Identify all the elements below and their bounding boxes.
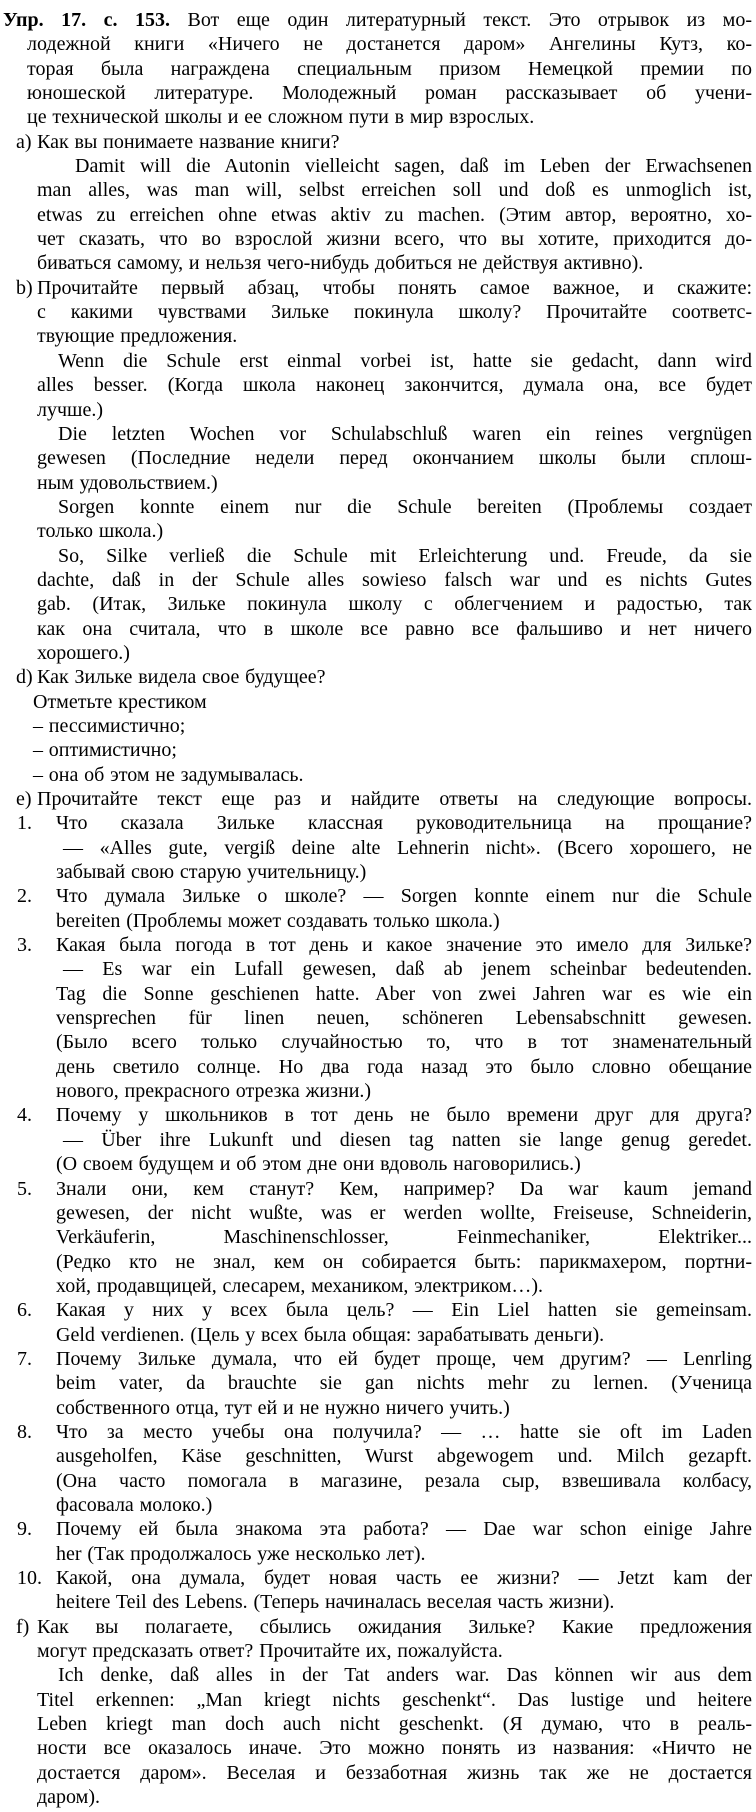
list-item — [3, 1298, 752, 1347]
paragraph — [3, 836, 752, 885]
text-line: gewesen (Последние недели перед окончанием школы были сплош- — [37, 447, 752, 470]
item-label: f) — [16, 1615, 30, 1638]
number-label: 7. — [17, 1347, 32, 1370]
text-line: man alles, was man will, selbst erreichen soll und doß es unmoglich ist, — [37, 179, 752, 202]
number-label: 5. — [17, 1177, 32, 1200]
text-line: e) Прочитайте текст еще раз и найдите ответы на следующие вопросы. — [16, 788, 752, 810]
text-line: Leben kriegt man doch auch nicht geschenkt. (Я думаю, что в реаль- — [37, 1713, 752, 1736]
list-item — [3, 811, 752, 835]
paragraph — [3, 1663, 752, 1809]
text-line: лодежной книги «Ничего не достанется даром» Ангелины Кутз, ко- — [27, 33, 752, 56]
text-line: 2. Что думала Зильке о школе? — Sorgen konnte einem nur die Schule — [17, 885, 752, 908]
list-item — [3, 665, 752, 689]
item-label: e) — [16, 788, 32, 810]
text-line: beim vater, da brauchte sie gan nichts mehr zu lernen. (Ученица — [56, 1372, 752, 1395]
item-label: d) — [16, 666, 33, 689]
number-label: 10. — [17, 1567, 42, 1589]
text-line: 10. Какой, она думала, будет новая часть ее жизни? — Jetzt kam der — [17, 1567, 752, 1589]
paragraph — [3, 1128, 752, 1177]
text-line: Sorgen konnte einem nur die Schule bereiten (Проблемы создает — [58, 495, 752, 518]
text-line: только школа.) — [37, 520, 164, 543]
text-line: heitere Teil des Lebens. (Теперь начиналась веселая часть жизни). — [56, 1591, 615, 1614]
text-line: (Она часто помогала в магазине, резала сыр, взвешивала колбасу, — [56, 1469, 752, 1492]
text-line: хой, продавщицей, слесарем, механиком, электриком…). — [56, 1274, 544, 1297]
text-line: gab. (Итак, Зильке покинула школу с облегчением и радостью, так — [37, 593, 752, 616]
text-line: ности все оказалось иначе. Это можно понять из названия: «Ничто не — [37, 1737, 752, 1760]
paragraph — [3, 8, 752, 130]
exercise-number: Упр. 17. с. 153. — [3, 9, 170, 31]
text-line: 6. Какая у них у всех была цель? — Ein Liel hatten sie gemeinsam. — [17, 1299, 752, 1322]
list-item — [3, 276, 752, 349]
text-line: Damit will die Autonin vielleicht sagen, daß im Leben der Erwachsenen — [75, 155, 752, 178]
text-line: 7. Почему Зильке думала, что ей будет проще, чем другим? — Lenrling — [17, 1347, 752, 1370]
text-line: достается даром». Веселая и беззаботная жизнь так же не достается — [37, 1761, 752, 1784]
text-line: Geld verdienen. (Цель у всех была общая: зарабатывать деньги). — [56, 1323, 605, 1346]
text-line: (О своем будущем и об этом дне они вдоволь наговорились.) — [56, 1153, 581, 1176]
text-line: — Über ihre Lukunft und diesen tag natten sie lange genug geredet. — [63, 1128, 752, 1151]
list-item — [3, 1177, 752, 1299]
text-line: her (Так продолжалось уже несколько лет). — [56, 1542, 426, 1565]
list-item — [3, 787, 752, 811]
text-line: So, Silke verließ die Schule mit Erleichterung und. Freude, da sie — [58, 544, 752, 567]
number-label: 1. — [17, 812, 32, 835]
number-label: 2. — [17, 885, 32, 908]
list-item — [3, 1103, 752, 1127]
text-line: хорошего.) — [37, 641, 130, 664]
text-line: забывай свою старую учительницу.) — [56, 861, 367, 884]
text-line: 3. Какая была погода в тот день и какое значение это имело для Зильке? — [17, 934, 752, 957]
text-line: b) Прочитайте первый абзац, чтобы понять самое важное, и скажите: — [16, 276, 752, 299]
text-line: торая была награждена специальным призом Немецкой премии по — [27, 57, 752, 80]
text-line: (Было всего только случайностью то, что в тот знаменательный — [56, 1031, 752, 1054]
text-line: могут предсказать ответ? Прочитайте их, пожалуйста. — [37, 1640, 503, 1663]
paragraph — [3, 690, 752, 714]
paragraph — [3, 422, 752, 495]
text-line: — Es war ein Lufall gewesen, daß ab jenem scheinbar bedeutenden. — [63, 958, 752, 981]
text-line: bereiten (Проблемы может создавать только школа.) — [56, 909, 500, 932]
text-line: лучше.) — [37, 398, 103, 421]
text-line: Wenn die Schule erst einmal vorbei ist, hatte sie gedacht, dann wird — [58, 349, 752, 372]
text-line: — «Alles gute, vergiß deine alte Lehnerin nicht». (Всего хорошего, не — [63, 836, 752, 859]
list-item — [3, 933, 752, 957]
text-line: gewesen, der nicht wußte, was er werden wollte, Freiseuse, Schneiderin, — [56, 1201, 752, 1224]
number-label: 3. — [17, 934, 32, 957]
text-line: 5. Знали они, кем станут? Кем, например? Da war kaum jemand — [17, 1177, 752, 1200]
paragraph — [3, 544, 752, 666]
text-line: с какими чувствами Зильке покинула школу? Прочитайте соответс- — [37, 301, 752, 324]
item-label: a) — [16, 130, 32, 153]
text-line: 4. Почему у школьников в тот день не было времени друг для друга? — [17, 1104, 752, 1127]
text-line: Ich denke, daß alles in der Tat anders war. Das können wir aus dem — [58, 1664, 752, 1687]
text-line: ным удовольствием.) — [37, 471, 218, 494]
text-line: vensprechen für linen neuen, schöneren Lebensabschnitt gewesen. — [56, 1007, 752, 1030]
text-line: f) Как вы полагаете, сбылись ожидания Зильке? Какие предложения — [16, 1615, 752, 1638]
list-item — [3, 1517, 752, 1566]
text-line: твующие предложения. — [37, 325, 238, 348]
paragraph — [3, 495, 752, 544]
item-label: b) — [16, 276, 33, 299]
text-line: как она считала, что в школе все равно все фальшиво и нет ничего — [37, 617, 752, 640]
paragraph — [3, 738, 752, 762]
document-body — [3, 8, 752, 1809]
list-item — [3, 1420, 752, 1517]
text-line: Отметьте крестиком — [33, 690, 207, 713]
list-item — [3, 1615, 752, 1664]
paragraph — [3, 349, 752, 422]
paragraph — [3, 154, 752, 276]
paragraph — [3, 957, 752, 1103]
list-item — [3, 884, 752, 933]
number-label: 9. — [17, 1518, 32, 1541]
text-line: це технической школы и ее сложном пути в мир взрослых. — [27, 106, 535, 129]
number-label: 6. — [17, 1299, 32, 1322]
text-line: (Редко кто не знал, кем он собирается быть: парикмахером, портни- — [56, 1250, 752, 1273]
text-line: Tag die Sonne geschienen hatte. Aber von zwei Jahren war es wie ein — [56, 982, 752, 1005]
text-line: dachte, daß in der Schule alles sowieso falsch war und es nichts Gutes — [37, 568, 752, 591]
text-line: a) Как вы понимаете название книги? — [16, 130, 340, 153]
text-line: Verkäuferin, Maschinenschlosser, Feinmechaniker, Elektriker... — [56, 1226, 752, 1249]
paragraph — [3, 763, 752, 787]
text-line: 9. Почему ей была знакома эта работа? — Dae war schon einige Jahre — [17, 1518, 752, 1541]
text-line: день светило солнце. Но два года назад это было словно обещание — [56, 1055, 752, 1078]
text-line: фасовала молоко.) — [56, 1493, 213, 1516]
text-line: биваться самому, и нельзя чего-нибудь добиться не действуя активно). — [37, 252, 644, 275]
text-line: ausgeholfen, Käse geschnitten, Wurst abgewogem und. Milch gezapft. — [56, 1445, 752, 1468]
text-line: d) Как Зильке видела свое будущее? — [16, 666, 326, 689]
number-label: 8. — [17, 1420, 32, 1443]
list-item — [3, 1566, 752, 1615]
paragraph — [3, 714, 752, 738]
text-line: Titel erkennen: „Man kriegt nichts geschenkt“. Das lustige und heitere — [37, 1688, 752, 1711]
text-line: 1. Что сказала Зильке классная руководительница на прощание? — [17, 812, 752, 835]
text-line: даром). — [37, 1786, 100, 1809]
text-line: чет сказать, что во взрослой жизни всего, что вы хотите, приходится до- — [37, 228, 752, 251]
text-line: нового, прекрасного отрезка жизни.) — [56, 1080, 372, 1103]
text-line: 8. Что за место учебы она получила? — … hatte sie oft im Laden — [17, 1420, 752, 1443]
text-line: – она об этом не задумывалась. — [33, 763, 304, 786]
text-line: Упр. 17. с. 153. Вот еще один литературный текст. Это отрывок из мо- — [3, 9, 752, 31]
number-label: 4. — [17, 1104, 32, 1127]
text-line: Die letzten Wochen vor Schulabschluß waren ein reines vergnügen — [58, 422, 752, 445]
text-line: – пессимистично; — [33, 714, 186, 737]
text-line: юношеской литературе. Молодежный роман рассказывает об учени- — [27, 82, 752, 105]
list-item — [3, 130, 752, 154]
text-line: собственного отца, тут ей и не нужно ничего учить.) — [56, 1396, 510, 1419]
text-line: – оптимистично; — [33, 739, 177, 762]
text-line: alles besser. (Когда школа наконец закончится, думала она, все будет — [37, 374, 752, 397]
list-item — [3, 1347, 752, 1420]
text-line: etwas zu erreichen ohne etwas aktiv zu machen. (Этим автор, вероятно, хо- — [37, 203, 752, 226]
